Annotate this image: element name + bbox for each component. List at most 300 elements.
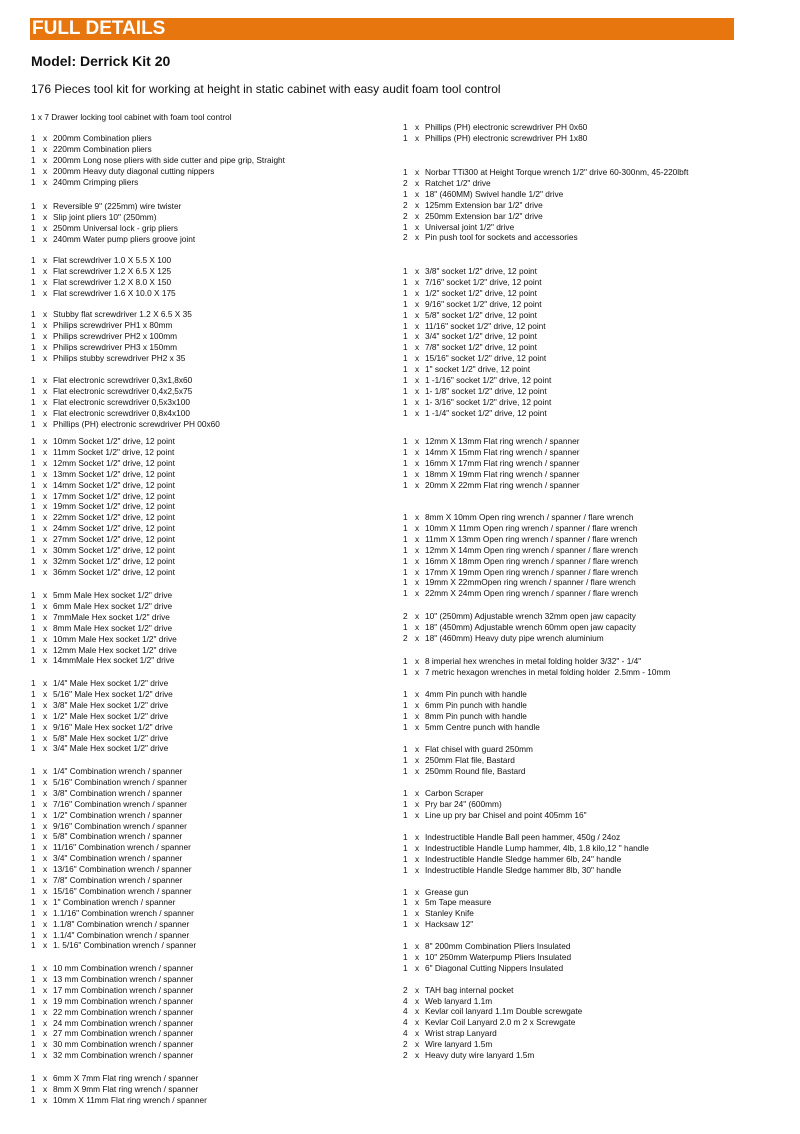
item-quantity: 1: [31, 211, 36, 222]
left-list-item: [31, 996, 193, 1007]
item-description: 200mm Combination pliers: [53, 133, 152, 143]
item-quantity: 4: [403, 1028, 408, 1039]
item-quantity: 1: [403, 468, 408, 479]
left-list-item: [31, 397, 190, 408]
right-list-item: [403, 722, 540, 733]
item-description: 10" (250mm) Adjustable wrench 32mm open jaw capacity: [425, 611, 636, 621]
item-multiplier: x: [415, 666, 420, 677]
item-quantity: 2: [403, 232, 408, 243]
item-quantity: 1: [403, 832, 408, 842]
left-list-item: [31, 144, 152, 155]
item-multiplier: x: [43, 1028, 48, 1039]
item-multiplier: x: [43, 907, 48, 918]
item-description: 19mm Socket 1/2" drive, 12 point: [53, 501, 175, 512]
right-list-item: [403, 667, 670, 678]
left-list-item: [31, 655, 174, 666]
item-description: Flat electronic screwdriver 0,5x3x100: [53, 396, 190, 407]
item-quantity: 1: [403, 287, 408, 298]
item-multiplier: x: [43, 176, 48, 187]
item-quantity: 1: [31, 468, 36, 479]
item-multiplier: x: [415, 886, 420, 897]
item-multiplier: x: [43, 973, 48, 984]
item-multiplier: x: [415, 457, 420, 468]
item-quantity: 1: [403, 908, 408, 919]
item-quantity: 1: [31, 853, 36, 864]
item-multiplier: x: [415, 798, 420, 809]
item-quantity: 4: [403, 1006, 408, 1017]
item-quantity: 1: [31, 929, 36, 940]
item-description: Line up pry bar Chisel and point 405mm 16": [425, 809, 587, 820]
item-multiplier: x: [415, 853, 420, 864]
item-quantity: 1: [31, 1039, 36, 1050]
item-quantity: 1: [31, 133, 36, 143]
right-list-item: [403, 512, 633, 523]
left-list-item: [31, 469, 175, 480]
right-list-item: [403, 178, 491, 189]
item-quantity: 2: [403, 632, 408, 643]
item-description: Carbon Scraper: [425, 788, 484, 798]
left-list-item: [31, 201, 181, 212]
item-description: 5/8" Combination wrench / spanner: [53, 831, 183, 842]
item-description: 8mm Male Hex socket 1/2" drive: [53, 622, 173, 633]
item-description: Flat screwdriver 1.6 X 10.0 X 175: [53, 287, 176, 298]
item-description: 30mm Socket 1/2" drive, 12 point: [53, 545, 175, 555]
right-list-item: [403, 480, 579, 491]
right-list-item: [403, 963, 563, 974]
right-list-item: [403, 744, 533, 755]
item-description: Indestructible Handle Sledge hammer 8lb, 30" handle: [425, 864, 622, 875]
item-description: 11/16" socket 1/2" drive, 12 point: [425, 320, 546, 331]
item-multiplier: x: [43, 600, 48, 611]
left-list-item: [31, 722, 173, 733]
item-quantity: 1: [31, 918, 36, 929]
item-quantity: 1: [403, 396, 408, 407]
item-description: 8 imperial hex wrenches in metal folding holder 3/32" - 1/4": [425, 656, 642, 666]
item-description: Philips screwdriver PH2 x 100mm: [53, 330, 178, 341]
item-description: 16mm X 18mm Open ring wrench / spanner / flare wrench: [425, 555, 639, 566]
item-multiplier: x: [415, 689, 420, 699]
item-description: 18" (460mm) Heavy duty pipe wrench aluminium: [425, 632, 604, 643]
right-list-item: [403, 277, 542, 288]
right-list-item: [403, 299, 542, 310]
left-list-item: [31, 1050, 193, 1061]
item-quantity: 1: [403, 689, 408, 699]
item-description: 5mm Male Hex socket 1/2" drive: [53, 590, 173, 600]
left-list-item: [31, 342, 177, 353]
item-multiplier: x: [415, 221, 420, 232]
item-quantity: 1: [31, 407, 36, 418]
left-list-item: [31, 1084, 198, 1095]
item-multiplier: x: [415, 809, 420, 820]
item-multiplier: x: [43, 699, 48, 710]
item-quantity: 1: [403, 721, 408, 732]
item-multiplier: x: [415, 385, 420, 396]
item-multiplier: x: [43, 375, 48, 385]
item-quantity: 1: [31, 501, 36, 512]
item-quantity: 1: [403, 754, 408, 765]
item-quantity: 1: [31, 907, 36, 918]
item-multiplier: x: [415, 210, 420, 221]
item-description: 1- 1/8" socket 1/2" drive, 12 point: [425, 385, 547, 396]
right-list-item: [403, 996, 492, 1007]
right-list-item: [403, 167, 688, 178]
item-quantity: 4: [403, 995, 408, 1006]
item-multiplier: x: [415, 177, 420, 188]
item-multiplier: x: [43, 396, 48, 407]
item-description: 18mm X 19mm Flat ring wrench / spanner: [425, 468, 580, 479]
item-description: 11mm X 13mm Open ring wrench / spanner / flare wrench: [425, 533, 638, 544]
item-quantity: 1: [403, 765, 408, 776]
model-title: Model: Derrick Kit 20: [31, 53, 171, 69]
item-quantity: 1: [31, 319, 36, 330]
right-list-item: [403, 711, 527, 722]
item-quantity: 1: [31, 457, 36, 468]
item-description: 1" socket 1/2" drive, 12 point: [425, 364, 531, 375]
left-list-item: [31, 777, 187, 788]
item-quantity: 1: [31, 385, 36, 396]
item-multiplier: x: [415, 1050, 420, 1060]
item-description: Flat screwdriver 1.2 X 8.0 X 150: [53, 276, 172, 287]
left-list-item: [31, 700, 168, 711]
item-description: 5/16" Male Hex socket 1/2" drive: [53, 688, 173, 699]
item-description: 1/2" socket 1/2" drive, 12 point: [425, 287, 537, 298]
item-quantity: 1: [403, 375, 408, 385]
item-description: 19 mm Combination wrench / spanner: [53, 995, 194, 1006]
item-description: 27mm Socket 1/2" drive, 12 point: [53, 534, 175, 545]
left-list-item: [31, 940, 196, 951]
left-list-item: [31, 788, 182, 799]
item-quantity: 1: [403, 353, 408, 364]
item-quantity: 1: [31, 732, 36, 743]
left-list-item: [31, 743, 168, 754]
item-multiplier: x: [43, 787, 48, 798]
left-list-item: [31, 908, 194, 919]
item-quantity: 1: [403, 788, 408, 798]
item-multiplier: x: [415, 566, 420, 577]
item-quantity: 1: [403, 919, 408, 930]
item-multiplier: x: [415, 699, 420, 710]
item-multiplier: x: [43, 418, 48, 429]
item-description: 250mm Universal lock - grip pliers: [53, 222, 178, 233]
item-multiplier: x: [415, 436, 420, 446]
item-quantity: 1: [31, 309, 36, 319]
item-description: Universal joint 1/2" drive: [425, 221, 515, 232]
item-description: 10mm Socket 1/2" drive, 12 point: [53, 436, 175, 446]
item-multiplier: x: [43, 655, 48, 666]
item-quantity: 1: [31, 995, 36, 1006]
item-multiplier: x: [43, 341, 48, 352]
item-multiplier: x: [43, 633, 48, 644]
item-multiplier: x: [43, 644, 48, 655]
item-description: Philips stubby screwdriver PH2 x 35: [53, 352, 186, 363]
item-multiplier: x: [415, 1017, 420, 1028]
right-list-item: [403, 919, 473, 930]
left-list-item: [31, 678, 168, 689]
item-description: Indestructible Handle Ball peen hammer, 450g / 24oz: [425, 832, 621, 842]
item-multiplier: x: [415, 276, 420, 287]
item-quantity: 1: [31, 776, 36, 787]
kit-subtitle: 176 Pieces tool kit for working at height in static cabinet with easy audit foam tool control: [31, 82, 501, 96]
item-description: 1/4" Male Hex socket 1/2" drive: [53, 678, 169, 688]
item-multiplier: x: [415, 951, 420, 962]
item-description: 10mm Male Hex socket 1/2" drive: [53, 633, 177, 644]
item-multiplier: x: [415, 468, 420, 479]
item-description: Flat electronic screwdriver 0,4x2,5x75: [53, 385, 193, 396]
item-multiplier: x: [43, 566, 48, 577]
left-list-item: [31, 711, 168, 722]
item-description: Slip joint pliers 10" (250mm): [53, 211, 157, 222]
item-quantity: 2: [403, 1039, 408, 1050]
item-description: 7 metric hexagon wrenches in metal folding holder 2.5mm - 10mm: [425, 666, 671, 677]
item-multiplier: x: [43, 523, 48, 534]
left-list-item: [31, 133, 152, 144]
item-quantity: 1: [31, 678, 36, 688]
item-description: 5mm Centre punch with handle: [425, 721, 540, 732]
left-list-item: [31, 288, 176, 299]
item-description: Pin push tool for sockets and accessories: [425, 232, 578, 243]
item-description: 24mm Socket 1/2" drive, 12 point: [53, 523, 175, 534]
right-list-item: [403, 799, 502, 810]
left-list-item: [31, 375, 192, 386]
left-list-item: [31, 601, 172, 612]
item-description: 3/8" socket 1/2" drive, 12 point: [425, 266, 537, 276]
item-description: 7mmMale Hex socket 1/2" drive: [53, 611, 170, 622]
item-multiplier: x: [43, 265, 48, 276]
item-multiplier: x: [415, 842, 420, 853]
item-multiplier: x: [415, 298, 420, 309]
item-quantity: 1: [403, 621, 408, 632]
right-list-item: [403, 700, 527, 711]
right-list-item: [403, 1017, 575, 1028]
item-multiplier: x: [43, 1039, 48, 1050]
item-description: 7/8" Combination wrench / spanner: [53, 875, 183, 885]
item-description: 7/16" Combination wrench / spanner: [53, 798, 187, 809]
item-description: 1.1/4" Combination wrench / spanner: [53, 929, 190, 940]
right-list-item: [403, 331, 537, 342]
right-list-item: [403, 766, 526, 777]
item-multiplier: x: [43, 352, 48, 363]
item-description: Phillips (PH) electronic screwdriver PH 0x60: [425, 122, 588, 132]
left-list-item: [31, 534, 175, 545]
item-description: 4mm Pin punch with handle: [425, 689, 527, 699]
item-quantity: 1: [31, 233, 36, 244]
right-list-item: [403, 408, 547, 419]
cabinet-intro: 1 x 7 Drawer locking tool cabinet with foam tool control: [31, 112, 232, 122]
right-list-item: [403, 788, 484, 799]
item-multiplier: x: [43, 984, 48, 995]
left-list-item: [31, 886, 192, 897]
item-multiplier: x: [415, 765, 420, 776]
item-description: 30 mm Combination wrench / spanner: [53, 1039, 194, 1050]
item-multiplier: x: [43, 319, 48, 330]
right-list-item: [403, 567, 638, 578]
item-quantity: 1: [403, 122, 408, 132]
item-multiplier: x: [43, 622, 48, 633]
item-quantity: 1: [403, 864, 408, 875]
item-quantity: 1: [31, 265, 36, 276]
item-quantity: 1: [403, 221, 408, 232]
item-multiplier: x: [415, 199, 420, 210]
right-list-item: [403, 577, 636, 588]
item-quantity: 1: [31, 330, 36, 341]
item-description: 20mm X 22mm Flat ring wrench / spanner: [425, 479, 580, 490]
right-list-item: [403, 908, 474, 919]
item-multiplier: x: [415, 788, 420, 798]
item-description: 22 mm Combination wrench / spanner: [53, 1006, 194, 1017]
item-multiplier: x: [43, 1073, 48, 1083]
item-quantity: 1: [31, 276, 36, 287]
item-multiplier: x: [43, 885, 48, 896]
left-list-item: [31, 419, 220, 430]
item-quantity: 1: [31, 699, 36, 710]
item-description: 240mm Crimping pliers: [53, 176, 139, 187]
right-list-item: [403, 897, 491, 908]
left-list-item: [31, 567, 175, 578]
item-description: Heavy duty wire lanyard 1.5m: [425, 1050, 535, 1060]
item-description: 10mm X 11mm Open ring wrench / spanner / flare wrench: [425, 522, 638, 533]
item-quantity: 1: [403, 436, 408, 446]
item-multiplier: x: [415, 632, 420, 643]
left-list-item: [31, 821, 187, 832]
item-description: 13 mm Combination wrench / spanner: [53, 973, 194, 984]
item-quantity: 1: [31, 875, 36, 885]
item-multiplier: x: [415, 621, 420, 632]
left-list-item: [31, 853, 182, 864]
left-list-item: [31, 985, 193, 996]
right-list-item: [403, 588, 638, 599]
item-quantity: 1: [403, 897, 408, 908]
item-quantity: 1: [403, 276, 408, 287]
item-multiplier: x: [415, 744, 420, 754]
item-quantity: 1: [31, 655, 36, 666]
item-multiplier: x: [415, 287, 420, 298]
item-multiplier: x: [43, 133, 48, 143]
item-multiplier: x: [415, 908, 420, 919]
item-multiplier: x: [415, 544, 420, 555]
right-list-item: [403, 622, 636, 633]
item-multiplier: x: [43, 534, 48, 545]
item-description: 12mm X 14mm Open ring wrench / spanner / flare wrench: [425, 544, 639, 555]
item-description: 17mm Socket 1/2" drive, 12 point: [53, 490, 175, 501]
item-description: Hacksaw 12": [425, 919, 474, 930]
left-list-item: [31, 689, 173, 700]
item-quantity: 1: [31, 743, 36, 754]
left-list-item: [31, 733, 168, 744]
item-quantity: 1: [403, 886, 408, 897]
left-list-item: [31, 810, 182, 821]
item-description: Kevlar coil lanyard 1.1m Double screwgate: [425, 1006, 583, 1017]
item-description: 1 -1/16" socket 1/2" drive, 12 point: [425, 375, 552, 385]
left-list-item: [31, 590, 172, 601]
item-quantity: 1: [31, 842, 36, 853]
item-description: 250mm Extension bar 1/2" drive: [425, 210, 543, 221]
item-description: Web lanyard 1.1m: [425, 995, 493, 1006]
item-description: Flat electronic screwdriver 0,3x1,8x60: [53, 375, 193, 385]
item-description: 3/4" Combination wrench / spanner: [53, 853, 183, 864]
item-multiplier: x: [415, 577, 420, 588]
item-multiplier: x: [43, 776, 48, 787]
item-multiplier: x: [43, 436, 48, 446]
item-description: 18" (460MM) Swivel handle 1/2" drive: [425, 188, 564, 199]
item-description: 17 mm Combination wrench / spanner: [53, 984, 194, 995]
item-multiplier: x: [415, 266, 420, 276]
right-list-item: [403, 122, 587, 133]
item-multiplier: x: [415, 132, 420, 143]
item-multiplier: x: [43, 330, 48, 341]
item-quantity: 1: [31, 201, 36, 211]
item-multiplier: x: [415, 309, 420, 320]
left-list-item: [31, 353, 185, 364]
item-quantity: 1: [31, 963, 36, 973]
item-multiplier: x: [43, 590, 48, 600]
item-multiplier: x: [43, 222, 48, 233]
item-description: 9/16" Combination wrench / spanner: [53, 820, 187, 831]
item-description: Stubby flat screwdriver 1.2 X 6.5 X 35: [53, 309, 192, 319]
left-list-item: [31, 234, 195, 245]
item-quantity: 1: [31, 590, 36, 600]
item-multiplier: x: [43, 276, 48, 287]
item-quantity: 1: [403, 446, 408, 457]
item-multiplier: x: [43, 809, 48, 820]
item-multiplier: x: [415, 864, 420, 875]
right-list-item: [403, 556, 638, 567]
item-quantity: 1: [403, 710, 408, 721]
item-description: 6" Diagonal Cutting Nippers Insulated: [425, 962, 564, 973]
item-description: 220mm Combination pliers: [53, 143, 152, 154]
item-quantity: 1: [403, 656, 408, 666]
item-description: 14mm X 15mm Flat ring wrench / spanner: [425, 446, 580, 457]
item-quantity: 2: [403, 984, 408, 995]
right-list-item: [403, 353, 546, 364]
item-multiplier: x: [43, 896, 48, 907]
item-description: 15/16" socket 1/2" drive, 12 point: [425, 353, 547, 364]
item-multiplier: x: [415, 446, 420, 457]
right-list-item: [403, 843, 649, 854]
item-multiplier: x: [43, 287, 48, 298]
right-list-item: [403, 854, 621, 865]
left-list-item: [31, 331, 177, 342]
item-multiplier: x: [43, 940, 48, 951]
left-list-item: [31, 491, 175, 502]
item-quantity: 1: [31, 341, 36, 352]
item-description: 12mm Socket 1/2" drive, 12 point: [53, 457, 175, 468]
item-quantity: 1: [31, 611, 36, 622]
item-quantity: 1: [403, 588, 408, 599]
item-multiplier: x: [415, 522, 420, 533]
item-description: 12mm X 13mm Flat ring wrench / spanner: [425, 436, 580, 446]
item-quantity: 1: [31, 143, 36, 154]
item-multiplier: x: [415, 479, 420, 490]
left-list-item: [31, 897, 175, 908]
item-description: 1.1/16" Combination wrench / spanner: [53, 907, 194, 918]
item-quantity: 1: [403, 385, 408, 396]
item-description: 10 mm Combination wrench / spanner: [53, 963, 194, 973]
item-multiplier: x: [43, 766, 48, 776]
left-list-item: [31, 523, 175, 534]
left-list-item: [31, 634, 177, 645]
item-quantity: 1: [31, 418, 36, 429]
item-quantity: 1: [403, 364, 408, 375]
item-description: Flat screwdriver 1.2 X 6.5 X 125: [53, 265, 172, 276]
right-list-item: [403, 436, 579, 447]
item-quantity: 1: [31, 165, 36, 176]
left-list-item: [31, 799, 187, 810]
item-multiplier: x: [43, 468, 48, 479]
item-quantity: 1: [31, 1083, 36, 1094]
full-details-banner: FULL DETAILS: [30, 18, 734, 40]
item-quantity: 1: [31, 154, 36, 165]
item-description: 15/16" Combination wrench / spanner: [53, 885, 192, 896]
